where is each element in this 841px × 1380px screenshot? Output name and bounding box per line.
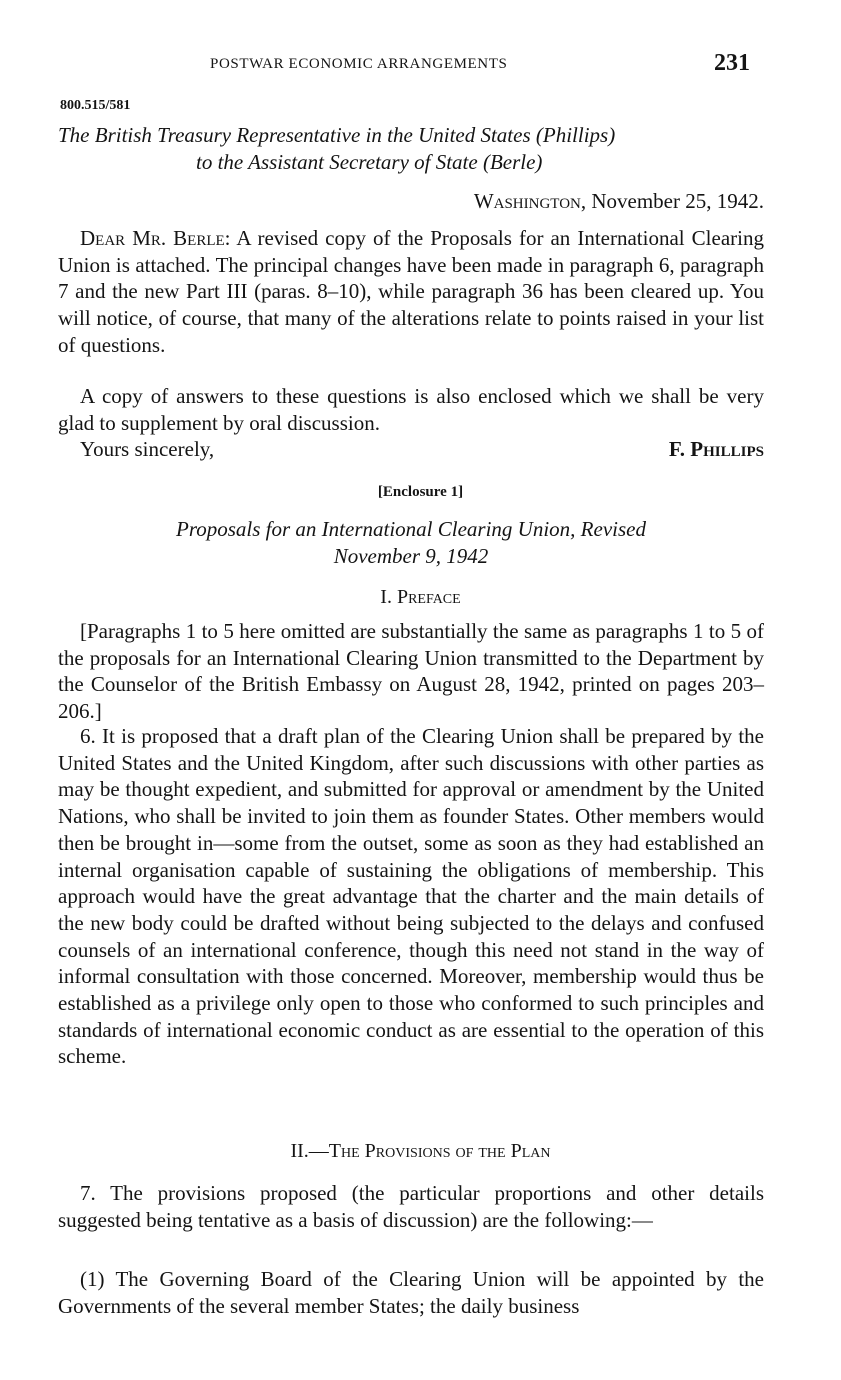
- omitted-paragraphs-note: [Paragraphs 1 to 5 here omitted are substantially the same as paragraphs 1 to 5 of the proposals for an International Clearing Union transmitted to the Department by the Counselor of the British Embassy on August 28, 1942, printed on pages 203–206.]: [58, 619, 764, 724]
- letter-paragraph-1: [58, 225, 764, 359]
- salutation: Dear Mr. Berle:: [80, 226, 231, 250]
- section-heading-provisions: II.—The Provisions of the Plan: [290, 1140, 551, 1162]
- signature: F. Phillips: [668, 437, 764, 461]
- dateline-date: , November 25, 1942.: [580, 189, 764, 213]
- dateline-place: Washington: [473, 189, 581, 213]
- page-number: 231: [714, 50, 750, 76]
- letter-closing: [58, 437, 764, 465]
- letter-paragraph-2: A copy of answers to these questions is also enclosed which we shall be very glad to supplement by oral discussion.: [58, 384, 764, 435]
- letter-body-1: A revised copy of the Proposals for an International Clearing Union is attached. The principal changes have been made in paragraph 6, paragraph 7 and the new Part III (paras. 8–10), while paragraph 36 has been cleared up. You will notice, of course, that many of the alterations relate to points raised in your list of questions.: [58, 226, 764, 357]
- running-head: [0, 50, 841, 80]
- complimentary-close: Yours sincerely,: [80, 437, 215, 461]
- enclosure-title: [58, 516, 764, 570]
- heading-line-1: The British Treasury Representative in the United States (Phillips): [58, 123, 616, 147]
- enclosure-title-line-1: Proposals for an International Clearing Union, Revised: [176, 517, 646, 541]
- section-heading-preface: I. Preface: [380, 586, 461, 608]
- enclosure-label: [Enclosure 1]: [377, 484, 464, 500]
- dateline: [400, 189, 764, 214]
- paragraph-6: 6. It is proposed that a draft plan of the Clearing Union shall be prepared by the United States and the United Kingdom, after such discussions with other parties as may be thought expedient, and submitted for approval or amendment by the United Nations, who shall be invited to join them as founder States. Other members would then be brought in—some from the outset, some as soon as they had established an internal organisation capable of sustaining the obligations of membership. This approach would have the great advantage that the charter and the main details of the new body could be drafted without being subjected to the delays and confused counsels of an international conference, though this need not stand in the way of informal consultation with those concerned. Moreover, membership would thus be established as a privilege only open to those who conformed to such principles and standards of international economic conduct as are essential to the operation of this scheme.: [58, 724, 764, 1069]
- running-title: POSTWAR ECONOMIC ARRANGEMENTS: [210, 56, 508, 72]
- paragraph-7-item-1: (1) The Governing Board of the Clearing Union will be appointed by the Governments of the several member States; the daily business: [58, 1267, 764, 1318]
- heading-line-2: to the Assistant Secretary of State (Berle): [196, 150, 543, 174]
- enclosure-title-line-2: November 9, 1942: [333, 544, 489, 568]
- file-number: 800.515/581: [60, 98, 131, 113]
- paragraph-7: 7. The provisions proposed (the particular proportions and other details suggested being tentative as a basis of discussion) are the following:—: [58, 1181, 764, 1232]
- document-heading: [56, 122, 764, 176]
